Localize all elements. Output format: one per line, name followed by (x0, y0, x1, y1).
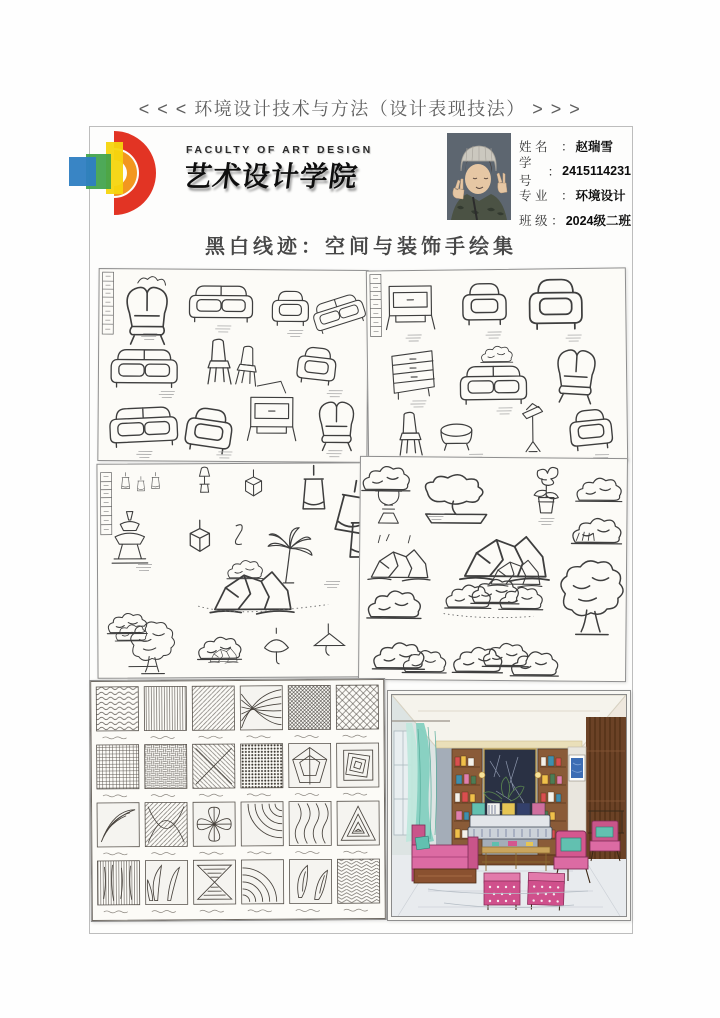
texture-cell-petal (193, 802, 235, 854)
texture-cell-hwaves (96, 687, 138, 739)
info-label: 班 级 (519, 213, 548, 228)
interior-rendering-svg (388, 691, 630, 920)
texture-cell-diamondx (336, 685, 378, 737)
texture-cell-handwritten-label (343, 851, 367, 853)
texture-cell-starcross (145, 802, 187, 854)
info-row-name: 姓 名 ： 赵瑞雪 (519, 134, 631, 159)
texture-cell-rose (337, 743, 379, 795)
furniture-sketch-right (367, 268, 627, 463)
texture-cell-fanleaf (145, 860, 187, 912)
panel-texture-grid (89, 678, 387, 922)
faculty-name-cn: 艺术设计学院 (181, 161, 360, 192)
texture-cell-vfine (144, 686, 186, 738)
content-frame (89, 126, 633, 934)
lamps-landscape-sketch (97, 463, 376, 677)
info-label: 学 号 (519, 155, 532, 188)
texture-cell-diagfine (192, 686, 234, 738)
texture-cell-web (289, 743, 331, 795)
texture-cell-leafpair (289, 859, 331, 911)
texture-cell-handwritten-label (152, 910, 176, 912)
info-row-id: 学 号 ： 2415114231 (519, 159, 631, 184)
texture-cell-trinest (337, 801, 379, 853)
texture-cell-handwritten-label (199, 794, 223, 796)
texture-cell-handwritten-label (103, 853, 127, 855)
texture-cell-handwritten-label (151, 736, 175, 738)
panel-plants-rocks (358, 456, 628, 682)
texture-cell-chevron (337, 859, 379, 911)
texture-cell-handwritten-label (200, 910, 224, 912)
student-photo (447, 133, 511, 220)
texture-cell-handwritten-label (248, 910, 272, 912)
panel-lamps-landscape (96, 462, 377, 678)
texture-cell-gridfine (97, 745, 139, 797)
student-info (519, 134, 631, 232)
faculty-name-en: FACULTY OF ART DESIGN (186, 144, 373, 156)
texture-cell-handwritten-label (103, 737, 127, 739)
texture-cell-handwritten-label (151, 794, 175, 796)
info-row-major: 专 业 ： 环境设计 (519, 183, 631, 208)
texture-cell-handwritten-label (343, 735, 367, 737)
texture-cell-handwritten-label (344, 909, 368, 911)
texture-cell-handwritten-label (295, 735, 319, 737)
info-label: 专 业 (519, 189, 548, 204)
texture-cell-handwritten-label (295, 793, 319, 795)
texture-cell-handwritten-label (199, 852, 223, 854)
panel-furniture-right (366, 267, 628, 464)
info-value: 2024级二班 (565, 213, 631, 228)
texture-cell-eye (97, 803, 139, 855)
plants-rocks-sketch (359, 457, 627, 681)
texture-cell-sweep (240, 686, 282, 738)
faculty-logo-icon (68, 128, 168, 218)
texture-cell-scurve (289, 801, 331, 853)
course-title: < < < 环境设计技术与方法（设计表现技法） > > > (138, 99, 582, 119)
texture-cell-vstreak (97, 861, 139, 913)
texture-cell-handwritten-label (199, 736, 223, 738)
texture-cell-knit (241, 744, 283, 796)
texture-cell-handwritten-label (247, 794, 271, 796)
texture-cell-handwritten-label (104, 911, 128, 913)
panel-interior-render (387, 690, 631, 921)
texture-cell-xsquare (193, 744, 235, 796)
texture-cell-handwritten-label (247, 852, 271, 854)
texture-cell-crossdark (288, 685, 330, 737)
info-row-class: 班 级 ： 2024级二班 (519, 208, 631, 233)
texture-cell-weave (145, 744, 187, 796)
texture-cell-arcnest (241, 802, 283, 854)
texture-grid-svg (90, 679, 386, 921)
texture-cell-handwritten-label (295, 851, 319, 853)
furniture-sketch-left (98, 269, 367, 462)
texture-cell-handwritten-label (247, 736, 271, 738)
texture-cell-handwritten-label (343, 793, 367, 795)
info-label: 姓 名 (519, 140, 548, 155)
info-value: 环境设计 (575, 189, 626, 204)
info-value: 赵瑞雪 (575, 140, 614, 155)
texture-cell-handwritten-label (103, 795, 127, 797)
album-subtitle: 黑白线迹：空间与装饰手绘集 (205, 236, 517, 258)
texture-cell-hourglass (193, 860, 235, 912)
texture-cell-handwritten-label (151, 852, 175, 854)
info-value: 2415114231 (562, 163, 631, 178)
texture-cell-handwritten-label (296, 909, 320, 911)
texture-cell-arcnest2 (241, 860, 283, 912)
panel-furniture-left (97, 268, 368, 463)
